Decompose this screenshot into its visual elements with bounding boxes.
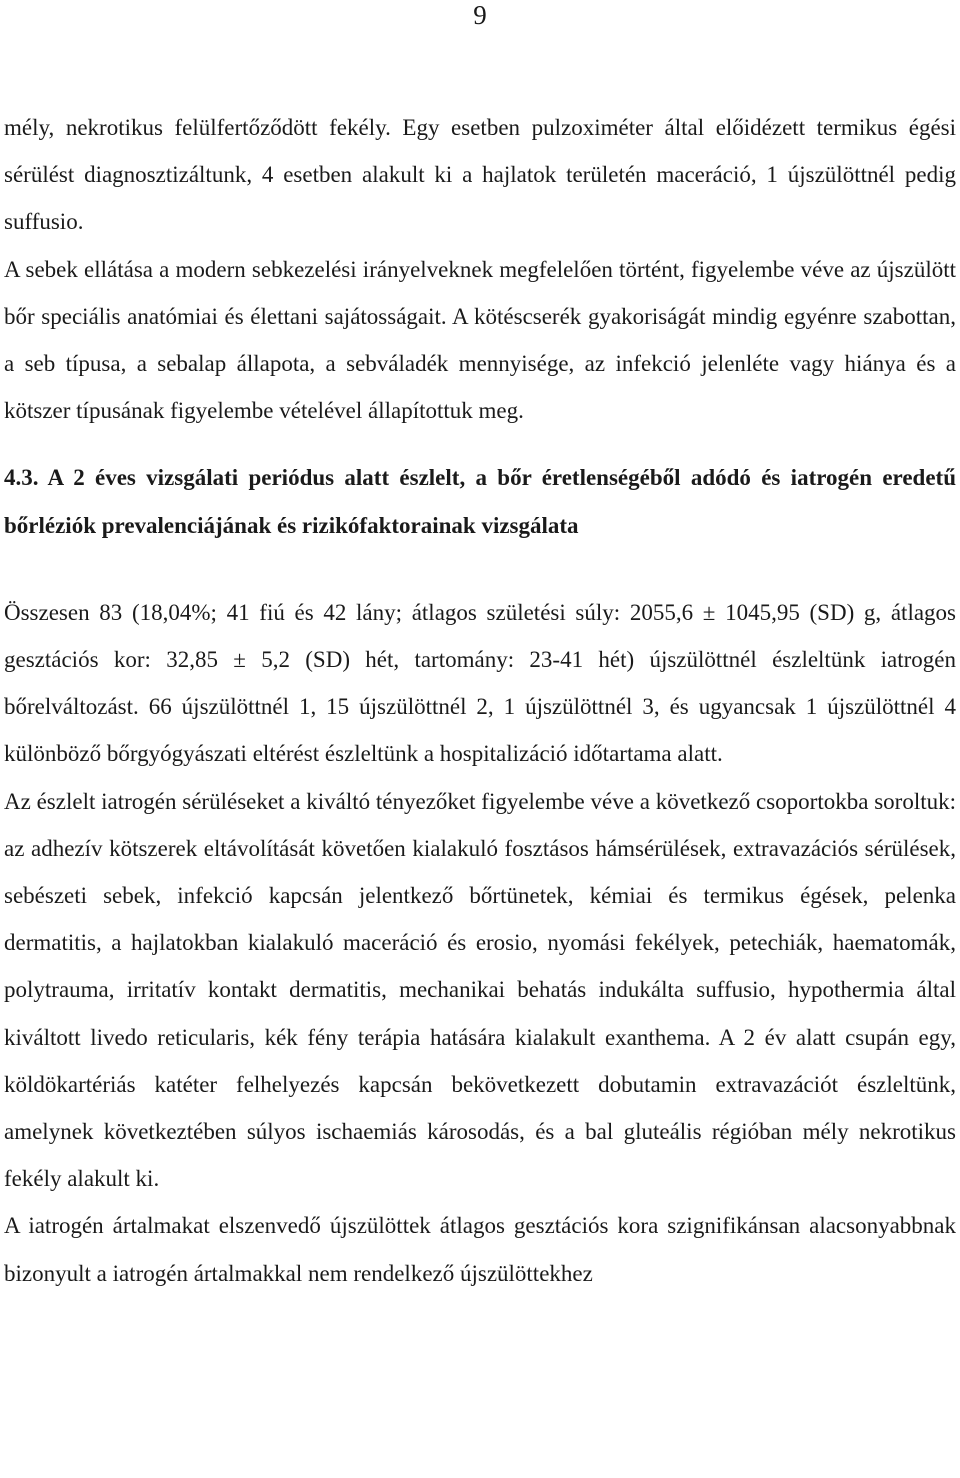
paragraph-continuation: mély, nekrotikus felülfertőződött fekély. Egy esetben pulzoximéter által előidézett termikus égési sérülést diagnosztizáltunk, 4 esetben alakult ki a hajlatok területén maceráció, 1 újszülöttnél pedig suffusio.	[4, 115, 956, 235]
section-heading: 4.3. A 2 éves vizsgálati periódus alatt észlelt, a bőr éretlenségéből adódó és iatrogén eredetű bőrléziók prevalenciájának és rizikófaktorainak vizsgálata	[4, 465, 956, 538]
paragraph-wound-care: A sebek ellátása a modern sebkezelési irányelveknek megfelelően történt, figyelembe véve az újszülött bőr speciális anatómiai és élettani sajátosságait. A kötéscserék gyakoriságát mindig egyénre szabottan, a seb típusa, a sebalap állapota, a sebváladék mennyisége, az infekció jelenléte vagy hiánya és a kötszer típusának figyelembe vételével állapítottuk meg.	[4, 256, 956, 424]
page-number: 9	[473, 0, 487, 30]
paragraph-prevalence: Összesen 83 (18,04%; 41 fiú és 42 lány; átlagos születési súly: 2055,6 ± 1045,95 (SD) g, átlagos gesztációs kor: 32,85 ± 5,2 (SD) hét, tartomány: 23-41 hét) újszülöttnél észleltünk iatrogén bőrelváltozást. 66 újszülöttnél 1, 15 újszülöttnél 2, 1 újszülöttnél 3, és ugyancsak 1 újszülöttnél 4 különböző bőrgyógyászati eltérést észleltünk a hospitalizáció időtartama alatt.	[4, 599, 956, 767]
paragraph-categories: Az észlelt iatrogén sérüléseket a kiváltó tényezőket figyelembe véve a következő csoportokba soroltuk: az adhezív kötszerek eltávolítását követően kialakuló fosztásos hámsérülések, extravazációs sérülések, sebészeti sebek, infekció kapcsán jelentkező bőrtünetek, kémiai és termikus égések, pelenka dermatitis, a hajlatokban kialakuló maceráció és erosio, nyomási fekélyek, petechiák, haematomák, polytrauma, irritatív kontakt dermatitis, mechanikai behatás indukálta suffusio, hypothermia által kiváltott livedo reticularis, kék fény terápia hatására kialakult exanthema. A 2 év alatt csupán egy, köldökartériás katéter felhelyezés kapcsán bekövetkezett dobutamin extravazációt észleltünk, amelynek következtében súlyos ischaemiás károsodás, és a bal gluteális régióban mély nekrotikus fekély alakult ki.	[4, 788, 956, 1192]
document-body	[4, 104, 956, 1297]
paragraph-gestational-age: A iatrogén ártalmakat elszenvedő újszülöttek átlagos gesztációs kora szignifikánsan alacsonyabbnak bizonyult a iatrogén ártalmakkal nem rendelkező újszülöttekhez	[4, 1213, 956, 1286]
